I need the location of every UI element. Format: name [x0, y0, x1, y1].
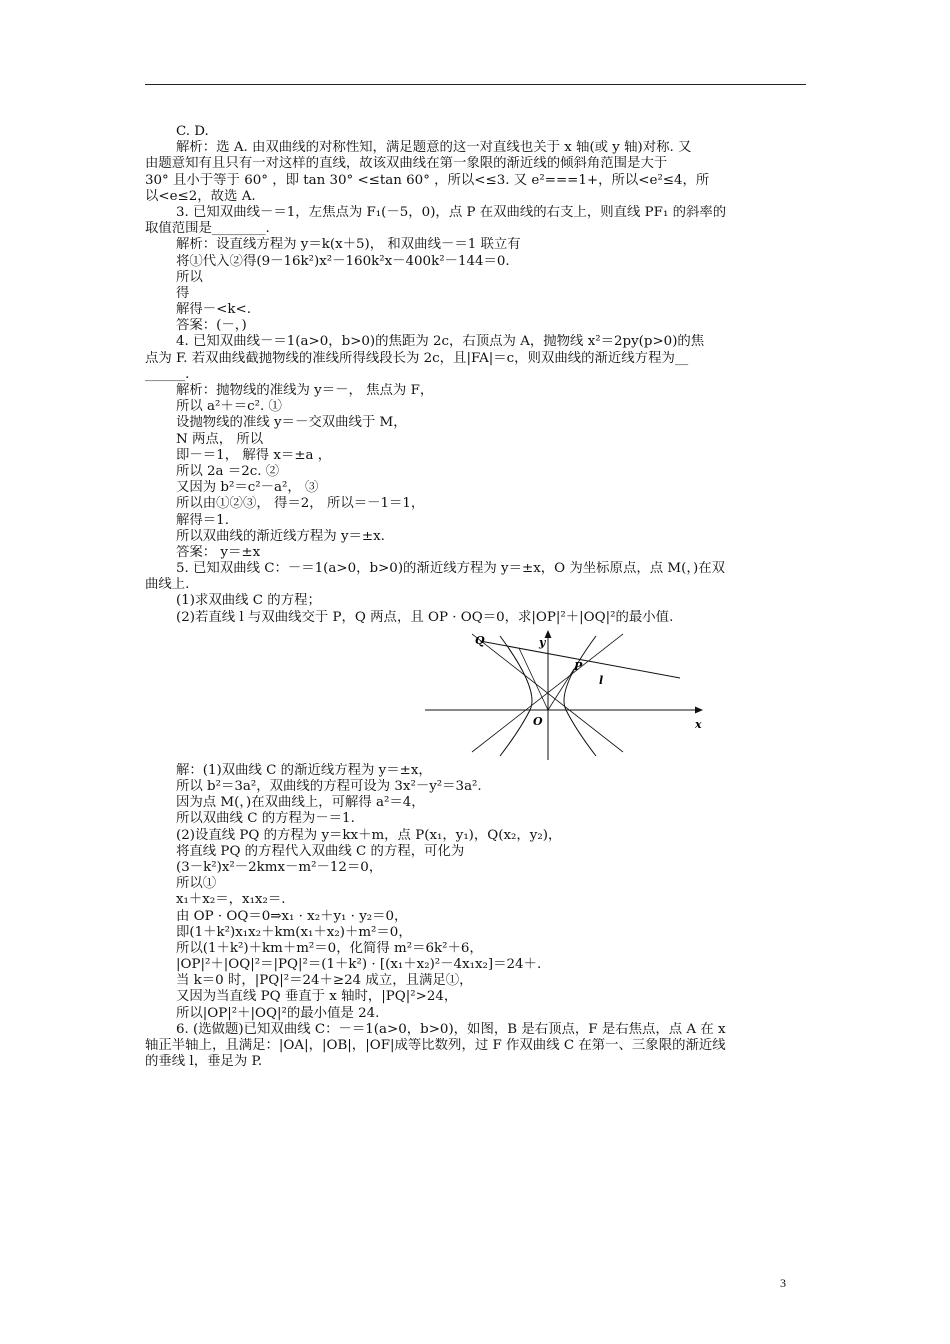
text-line: 解得＝1.: [176, 512, 229, 528]
text-line: 4. 已知双曲线－＝1(a>0，b>0)的焦距为 2c，右顶点为 A，抛物线 x²＝2py(p>0)的焦: [176, 334, 705, 350]
text-line: 所以 2a ＝2c. ②: [176, 463, 280, 479]
text-line: 即－＝1， 解得 x＝±a ，: [176, 447, 332, 463]
label-x: x: [695, 717, 702, 731]
hyperbola-right-branch: [564, 636, 596, 756]
text-line: 所以①: [176, 876, 217, 892]
text-line: 所以(1＋k²)＋km＋m²＝0，化简得 m²＝6k²＋6，: [176, 940, 483, 956]
text-line: (2)设直线 PQ 的方程为 y＝kx＋m，点 P(x₁，y₁)，Q(x₂，y₂)，: [176, 827, 562, 843]
text-line: 又因为 b²＝c²－a²， ③: [176, 480, 319, 496]
text-line: 答案： y＝±x: [176, 544, 261, 560]
text-line: N 两点， 所以: [176, 431, 264, 447]
text-line: 轴正半轴上，且满足：|OA|，|OB|，|OF|成等比数列，过 F 作双曲线 C 在第一、三象限的渐近线: [145, 1038, 726, 1053]
text-line: 由 OP · OQ＝0⇒x₁ · x₂＋y₁ · y₂＝0，: [176, 908, 408, 924]
text-line: 所以|OP|²＋|OQ|²的最小值是 24.: [176, 1005, 380, 1021]
text-line: 又因为当直线 PQ 垂直于 x 轴时，|PQ|²>24，: [176, 989, 458, 1005]
text-line: 以<e≤2，故选 A.: [145, 188, 256, 204]
text-line: 解析：抛物线的准线为 y＝－， 焦点为 F，: [176, 383, 434, 398]
segment-oq: [519, 648, 548, 710]
text-line: 6. (选做题)已知双曲线 C：－＝1(a>0，b>0)，如图，B 是右顶点，F 是右焦点，点 A 在 x: [176, 1021, 726, 1037]
label-y: y: [539, 635, 546, 649]
text-line: x₁＋x₂＝，x₁x₂＝.: [176, 892, 286, 908]
text-line: (1)求双曲线 C 的方程；: [176, 593, 321, 609]
text-line: 由题意知有且只有一对这样的直线，故该双曲线在第一象限的渐近线的倾斜角范围是大于: [145, 156, 668, 172]
text-line: 答案：(－，): [176, 318, 247, 334]
text-line: 解得－<k<.: [176, 302, 251, 318]
text-line: 所以由①②③， 得＝2， 所以＝－1＝1，: [176, 496, 425, 512]
text-line: 点为 F. 若双曲线截抛物线的准线所得线段长为 2c，且|FA|＝c，则双曲线的渐近线方程为__: [145, 350, 689, 366]
text-line: (3－k²)x²－2kmx－m²－12＝0，: [176, 859, 383, 875]
hyperbola-diagram: [420, 626, 720, 763]
text-line: 所以 a²＋＝c². ①: [176, 399, 282, 415]
text-line: 所以双曲线 C 的方程为－＝1.: [176, 811, 355, 827]
text-line: 即(1＋k²)x₁x₂＋km(x₁＋x₂)＋m²＝0，: [176, 924, 412, 940]
hyperbola-left-branch: [500, 636, 532, 756]
page-number: 3: [780, 1276, 786, 1290]
text-line: 设抛物线的准线 y＝－交双曲线于 M，: [176, 415, 407, 431]
text-line: 所以 b²＝3a²，双曲线的方程可设为 3x²－y²＝3a².: [176, 779, 482, 794]
text-line: |OP|²＋|OQ|²＝|PQ|²＝(1＋k²) · [(x₁＋x₂)²－4x₁x₂]＝24＋.: [176, 957, 542, 973]
text-line: 取值范围是________.: [145, 221, 270, 237]
text-line: 所以双曲线的渐近线方程为 y＝±x.: [176, 528, 385, 544]
text-line: 将直线 PQ 的方程代入双曲线 C 的方程，可化为: [176, 843, 465, 859]
text-line: C. D.: [176, 124, 209, 139]
text-line: 当 k＝0 时，|PQ|²＝24＋≥24 成立，且满足①，: [176, 973, 473, 989]
text-line: 解析：设直线方程为 y＝k(x＋5)， 和双曲线－＝1 联立有: [176, 237, 521, 253]
text-line: (2)若直线 l 与双曲线交于 P，Q 两点，且 OP · OQ＝0，求|OP|²＋|OQ|²的最小值.: [176, 609, 674, 625]
text-line: 解析：选 A. 由双曲线的对称性知，满足题意的这一对直线也关于 x 轴(或 y 轴)对称. 又: [176, 140, 692, 156]
text-line: 5. 已知双曲线 C：－＝1(a>0，b>0)的渐近线方程为 y＝±x，O 为坐标原点，点 M(，)在双: [176, 561, 726, 577]
text-line: 得: [176, 285, 190, 301]
label-q: Q: [475, 633, 485, 647]
text-line: ______.: [145, 366, 190, 382]
text-line: 曲线上.: [145, 577, 190, 593]
text-line: 因为点 M(，)在双曲线上，可解得 a²＝4，: [176, 795, 425, 811]
text-line: 30° 且小于等于 60° ，即 tan 30° <≤tan 60° ，所以<≤3. 又 e²===1+，所以<e²≤4，所: [145, 172, 710, 188]
hyperbola-figure: [145, 626, 807, 763]
x-axis-arrow: [695, 706, 703, 713]
header-rule: [145, 84, 806, 85]
y-axis-arrow: [545, 630, 552, 638]
text-line: 将①代入②得(9－16k²)x²－160k²x－400k²－144＝0.: [176, 253, 510, 269]
text-line: 解：(1)双曲线 C 的渐近线方程为 y＝±x，: [176, 762, 432, 778]
text-line: 的垂线 l，垂足为 P.: [145, 1054, 263, 1070]
label-o: O: [533, 714, 543, 728]
document-body: [145, 124, 807, 1070]
label-p: P: [574, 659, 583, 673]
text-line: 所以: [176, 269, 203, 285]
text-line: 3. 已知双曲线－＝1，左焦点为 F₁(－5，0)，点 P 在双曲线的右支上，则直线 PF₁ 的斜率的: [176, 204, 727, 220]
label-l: l: [599, 673, 604, 687]
